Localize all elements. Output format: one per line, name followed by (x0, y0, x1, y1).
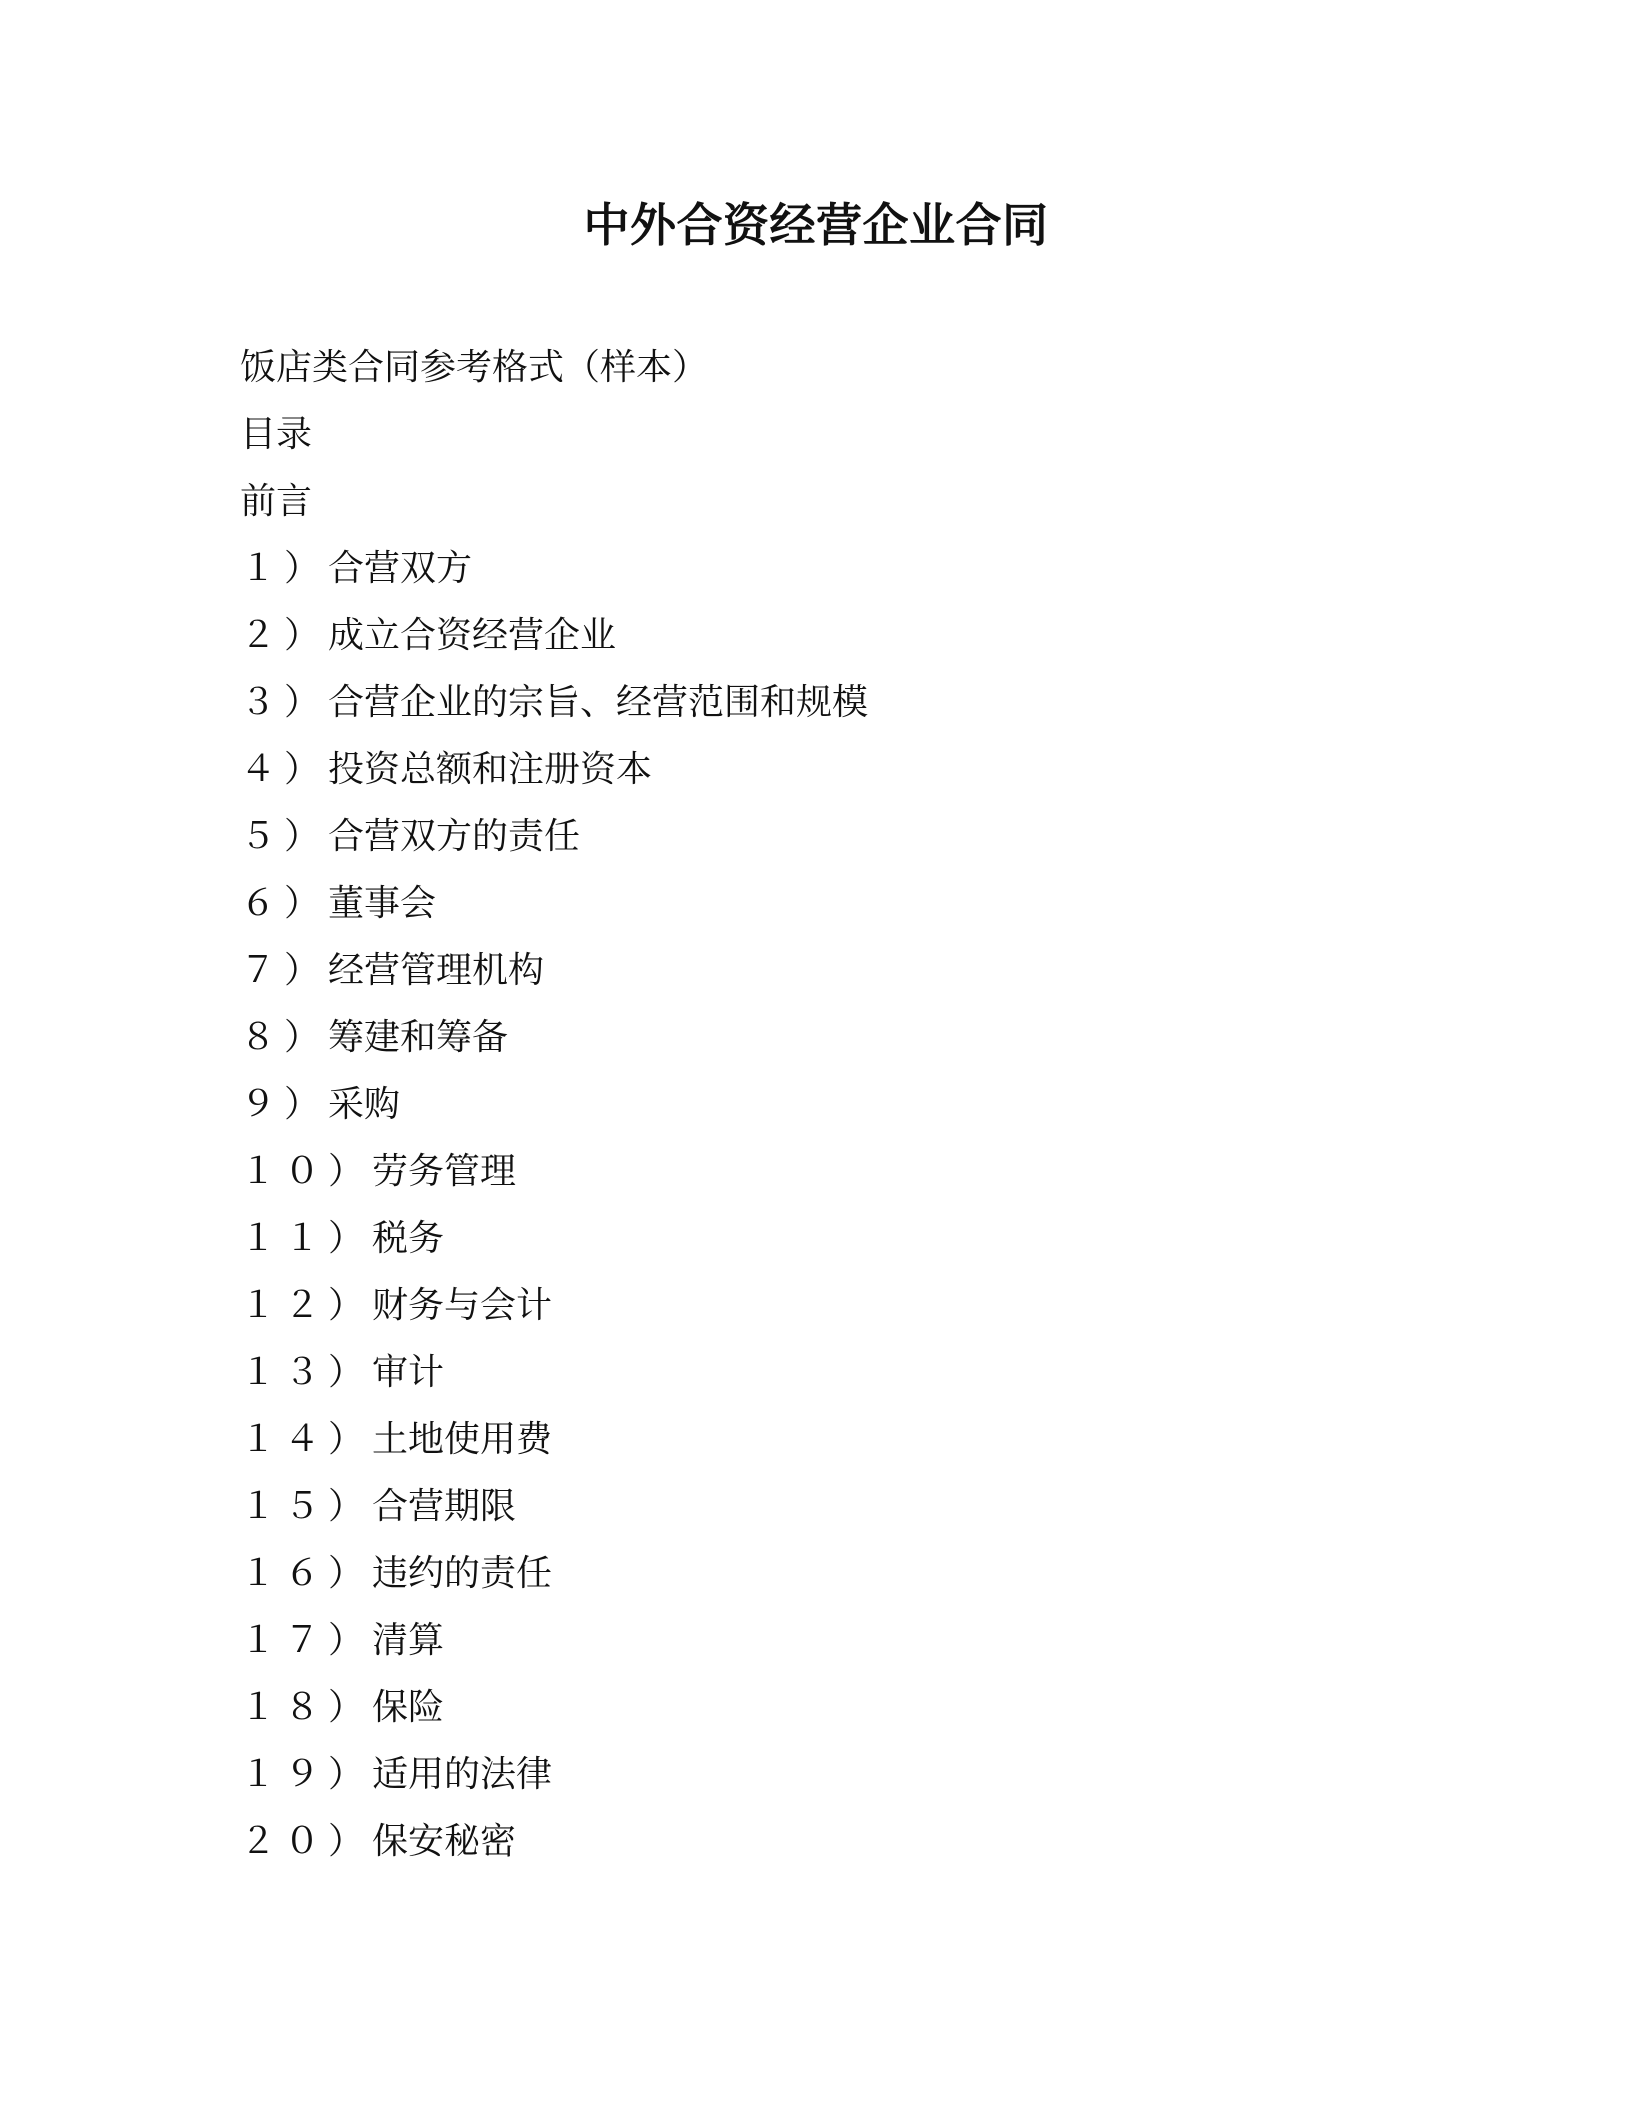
toc-item (240, 1406, 1440, 1473)
toc-item-number: １１） (240, 1218, 373, 1259)
toc-item-text: 经营管理机构 (328, 950, 545, 991)
document-body (240, 334, 1440, 1875)
toc-item-text: 采购 (328, 1084, 401, 1125)
toc-item-number: １２） (240, 1285, 373, 1326)
toc-item (240, 1205, 1440, 1272)
toc-item-text: 合营期限 (372, 1486, 517, 1527)
toc-item-text: 劳务管理 (372, 1151, 517, 1192)
preface-heading: 前言 (240, 481, 313, 522)
toc-item-text: 财务与会计 (372, 1285, 553, 1326)
toc-item-text: 董事会 (328, 883, 437, 924)
toc-item (240, 602, 1440, 669)
toc-item (240, 1272, 1440, 1339)
toc-item-text: 土地使用费 (372, 1419, 553, 1460)
toc-item-number: ３） (240, 682, 329, 723)
toc-item (240, 1071, 1440, 1138)
toc-item-text: 保险 (372, 1687, 445, 1728)
toc-item-number: ８） (240, 1017, 329, 1058)
toc-item (240, 669, 1440, 736)
toc-item-number: １７） (240, 1620, 373, 1661)
toc-item (240, 1607, 1440, 1674)
subtitle: 饭店类合同参考格式（样本） (240, 347, 709, 388)
toc-item (240, 1808, 1440, 1875)
toc-item-text: 适用的法律 (372, 1754, 553, 1795)
toc-item-text: 清算 (372, 1620, 445, 1661)
toc-item-number: ２） (240, 615, 329, 656)
toc-item (240, 803, 1440, 870)
toc-item-text: 筹建和筹备 (328, 1017, 509, 1058)
toc-item-number: １５） (240, 1486, 373, 1527)
toc-item-number: １） (240, 548, 329, 589)
toc-item-text: 审计 (372, 1352, 445, 1393)
toc-heading: 目录 (240, 414, 313, 455)
toc-item (240, 535, 1440, 602)
toc-item-text: 合营双方 (328, 548, 473, 589)
toc-item-text: 税务 (372, 1218, 445, 1259)
toc-item (240, 870, 1440, 937)
toc-item (240, 1138, 1440, 1205)
toc-item (240, 1339, 1440, 1406)
toc-item (240, 1741, 1440, 1808)
toc-item-number: １４） (240, 1419, 373, 1460)
toc-item-number: １０） (240, 1151, 373, 1192)
toc-item (240, 1004, 1440, 1071)
toc-item-number: ５） (240, 816, 329, 857)
toc-item-number: １３） (240, 1352, 373, 1393)
toc-item-number: １６） (240, 1553, 373, 1594)
toc-item-number: １８） (240, 1687, 373, 1728)
toc-item-text: 投资总额和注册资本 (328, 749, 653, 790)
toc-item-text: 违约的责任 (372, 1553, 553, 1594)
toc-item-text: 合营企业的宗旨、经营范围和规模 (328, 682, 869, 723)
toc-item-text: 成立合资经营企业 (328, 615, 617, 656)
toc-item-number: ２０） (240, 1821, 373, 1862)
toc-item-number: ７） (240, 950, 329, 991)
toc-item (240, 1540, 1440, 1607)
toc-item (240, 937, 1440, 1004)
toc-item-text: 保安秘密 (372, 1821, 517, 1862)
toc-item-number: ６） (240, 883, 329, 924)
toc-item (240, 736, 1440, 803)
toc-item-number: ９） (240, 1084, 329, 1125)
toc-item (240, 1674, 1440, 1741)
toc-item (240, 1473, 1440, 1540)
toc-item-text: 合营双方的责任 (328, 816, 581, 857)
toc-item-number: １９） (240, 1754, 373, 1795)
document-title: 中外合资经营企业合同 (583, 198, 1049, 252)
toc-item-number: ４） (240, 749, 329, 790)
